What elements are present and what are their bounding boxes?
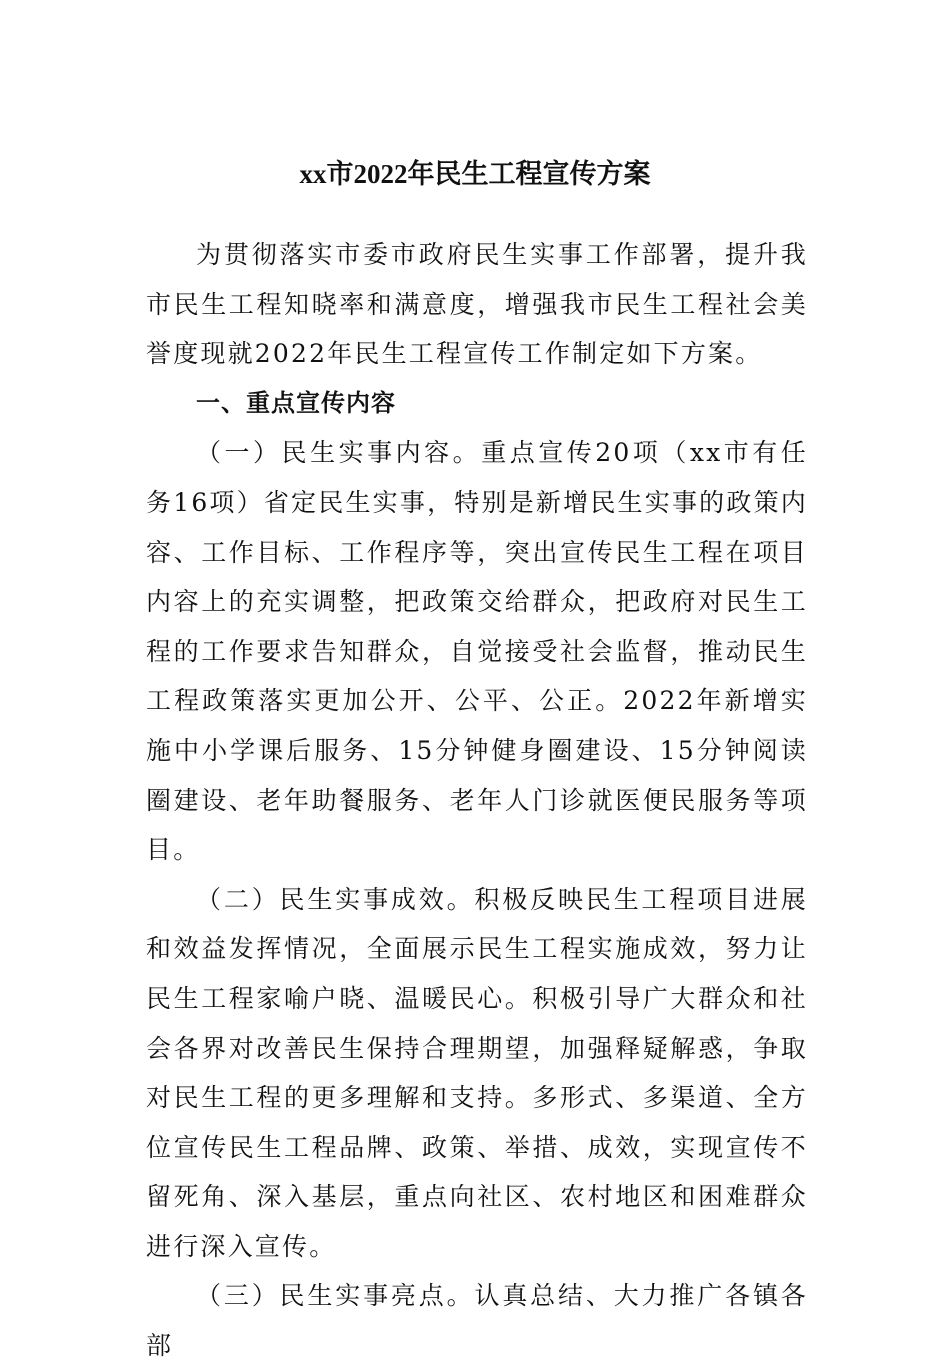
document-title: xx市2022年民生工程宣传方案: [299, 159, 651, 189]
intro-paragraph: 为贯彻落实市委市政府民生实事工作部署，提升我市民生工程知晓率和满意度，增强我市民生工程社会美誉度现就2022年民生工程宣传工作制定如下方案。: [146, 240, 808, 369]
item-paragraph-2: （二）民生实事成效。积极反映民生工程项目进展和效益发挥情况，全面展示民生工程实施成效，努力让民生工程家喻户晓、温暖民心。积极引导广大群众和社会各界对改善民生保持合理期望，加强释疑解惑，争取对民生工程的更多理解和支持。多形式、多渠道、全方位宣传民生工程品牌、政策、举措、成效，实现宣传不留死角、深入基层，重点向社区、农村地区和困难群众进行深入宣传。: [146, 884, 808, 1261]
item-paragraph-1: （一）民生实事内容。重点宣传20项（xx市有任务16项）省定民生实事，特别是新增民生实事的政策内容、工作目标、工作程序等，突出宣传民生工程在项目内容上的充实调整，把政策交给群众，把政府对民生工程的工作要求告知群众，自觉接受社会监督，推动民生工程政策落实更加公开、公平、公正。2022年新增实施中小学课后服务、15分钟健身圈建设、15分钟阅读圈建设、老年助餐服务、老年人门诊就医便民服务等项目。: [146, 438, 808, 865]
document-body: [146, 230, 808, 1371]
section-heading: 一、重点宣传内容: [196, 388, 396, 417]
item-paragraph-3: （三）民生实事亮点。认真总结、大力推广各镇各部: [146, 1281, 808, 1361]
